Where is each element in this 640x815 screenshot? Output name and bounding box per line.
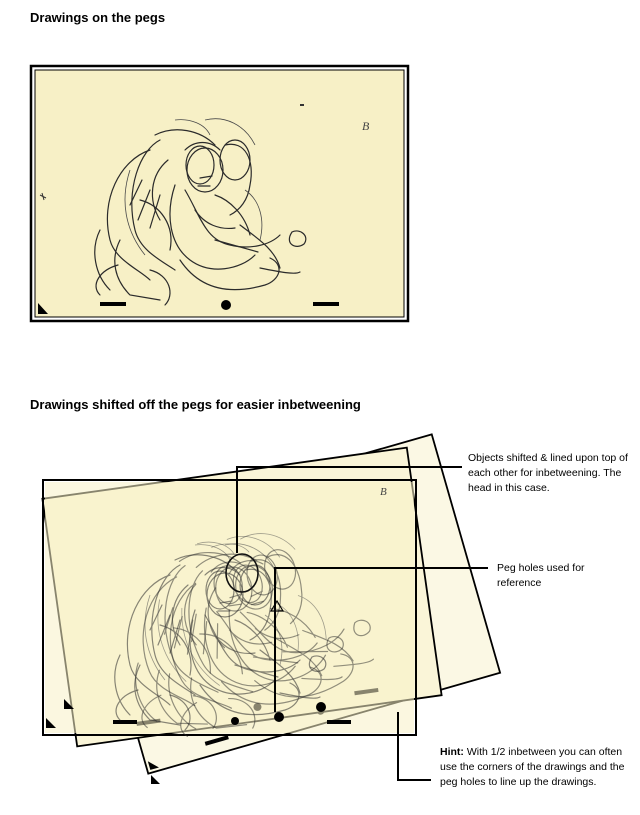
callout-objects-shifted: Objects shifted & lined upon top of each other for inbetweening. The head in this case.	[468, 452, 628, 494]
callout-peg-holes: Peg holes used for reference	[497, 562, 585, 589]
top-drawing-sheet	[31, 66, 408, 321]
peg-hole-center	[221, 300, 231, 310]
hint-label: Hint:	[440, 746, 464, 758]
corner-mark: B	[362, 119, 370, 133]
peg-slot-right	[313, 302, 339, 306]
peg-hole-reference	[274, 712, 284, 722]
sheet-front	[43, 480, 416, 735]
bottom-section-title: Drawings shifted off the pegs for easier inbetweening	[30, 397, 361, 412]
peg-slot-left	[100, 302, 126, 306]
shifted-drawings	[42, 434, 500, 784]
top-section-title: Drawings on the pegs	[30, 10, 166, 25]
hint-text: With 1/2 inbetween you can often use the corners of the drawings and the peg holes to line up the drawings.	[440, 746, 625, 788]
svg-text:B: B	[380, 486, 387, 498]
callout-hint	[440, 745, 630, 790]
